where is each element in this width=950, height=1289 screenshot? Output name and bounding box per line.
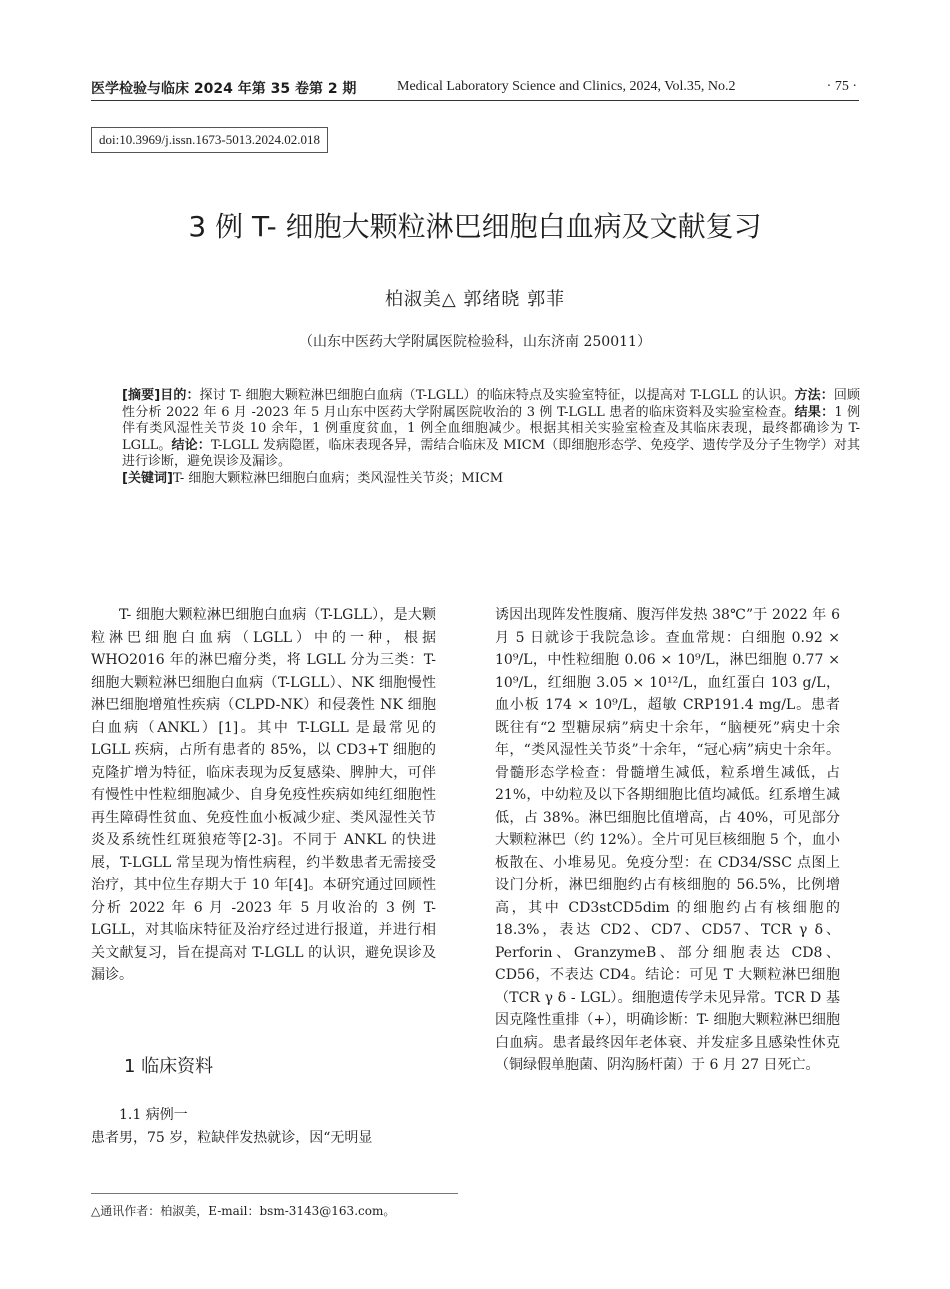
case-paragraph: 诱因出现阵发性腹痛、腹泻伴发热 38℃”于 2022 年 6 月 5 日就诊于我院急诊。查血常规：白细胞 0.92 × 10⁹/L，中性粒细胞 0.06 × 10⁹/L，淋巴细胞 0.77 × 10⁹/L，红细胞 3.05 × 10¹²/L，血红蛋白 103 g/L，血小板 174 × 10⁹/L，超敏 CRP191.4 mg/L。患者既往有“2 型糖尿病”病史十余年，“脑梗死”病史十余年，“类风湿性关节炎”十余年，“冠心病”病史十余年。骨髓形态学检查：骨髓增生减低，粒系增生减低，占 21%，中幼粒及以下各期细胞比值均减低。红系增生减低，占 38%。淋巴细胞比值增高，占 40%，可见部分大颗粒淋巴（约 12%）。全片可见巨核细胞 5 个，血小板散在、小堆易见。免疫分型：在 CD34/SSC 点图上设门分析，淋巴细胞约占有核细胞的 56.5%，比例增高，其中 CD3stCD5dim 的细胞约占有核细胞的 18.3%，表达 CD2、CD7、CD57、TCR γ δ、Perforin、GranzymeB、部分细胞表达 CD8、CD56，不表达 CD4。结论：可见 T 大颗粒淋巴细胞（TCR γ δ - LGL）。细胞遗传学未见异常。TCR D 基因克隆性重排（+），明确诊断：T- 细胞大颗粒淋巴细胞白血病。患者最终因年老体衰、并发症多且感染性休克（铜绿假单胞菌、阴沟肠杆菌）于 6 月 27 日死亡。 [495,607,840,1073]
method-label: 方法： [794,388,834,403]
abstract [122,388,860,487]
case-intro: 患者男，75 岁，粒缺伴发热就诊，因“无明显 [91,1129,373,1146]
purpose-label: 目的： [160,388,200,403]
keywords-text: T- 细胞大颗粒淋巴细胞白血病；类风湿性关节炎；MICM [172,470,504,486]
author-list: 柏淑美△ 郭绪晓 郭菲 [384,289,566,310]
result-text: 1 例伴有类风湿性关节炎 10 余年，1 例重度贫血，1 例全血细胞减少。根据其相关实验室检查及其临床表现，最终都确诊为 T-LGLL。 [122,404,860,453]
left-column [91,604,436,987]
paper-title: 3 例 T- 细胞大颗粒淋巴细胞白血病及文献复习 [188,210,762,243]
journal-title-cn: 医学检验与临床 2024 年第 35 卷第 2 期 [91,81,357,97]
case-block [91,1104,436,1149]
method-text: 回顾性分析 2022 年 6 月 -2023 年 5 月山东中医药大学附属医院收治的 3 例 T-LGLL 患者的临床资料及实验室检查。 [122,388,860,420]
right-column [495,604,840,1077]
conclusion-label: 结论： [171,437,211,453]
doi-box: doi:10.3969/j.issn.1673-5013.2024.02.018 [91,127,328,153]
intro-paragraph: T- 细胞大颗粒淋巴细胞白血病（T-LGLL），是大颗粒淋巴细胞白血病（LGLL）中的一种，根据 WHO2016 年的淋巴瘤分类，将 LGLL 分为三类：T- 细胞大颗粒淋巴细胞白血病（T-LGLL）、NK 细胞慢性淋巴细胞增殖性疾病（CLPD-NK）和侵袭性 NK 细胞白血病（ANKL）[1]。其中 T-LGLL 是最常见的 LGLL 疾病，占所有患者的 85%，以 CD3+T 细胞的克隆扩增为特征，临床表现为反复感染、脾肿大，可伴有慢性中性粒细胞减少、自身免疫性疾病如纯红细胞性再生障碍性贫血、免疫性血小板减少症、类风湿性关节炎及系统性红斑狼疮等[2-3]。不同于 ANKL 的快进展，T-LGLL 常呈现为惰性病程，约半数患者无需接受治疗，其中位生存期大于 10 年[4]。本研究通过回顾性分析 2022 年 6 月 -2023 年 5 月收治的 3 例 T-LGLL，对其临床特征及治疗经过进行报道，并进行相关文献复习，旨在提高对 T-LGLL 的认识，避免误诊及漏诊。 [91,607,436,983]
corresponding-author-footnote: △通讯作者：柏淑美，E-mail：bsm-3143@163.com。 [91,1204,396,1218]
case-subheading: 1.1 病例一 [119,1107,188,1123]
conclusion-text: T-LGLL 发病隐匿，临床表现各异，需结合临床及 MICM（即细胞形态学、免疫学、遗传学及分子生物学）对其进行诊断，避免误诊及漏诊。 [122,437,860,469]
abstract-label: [摘要] [122,388,161,403]
page-number: · 75 · [826,79,857,94]
affiliation: （山东中医药大学附属医院检验科，山东济南 250011） [299,334,651,350]
section-heading: 1 临床资料 [124,1056,214,1077]
result-label: 结果： [794,404,835,420]
abstract-body [122,388,860,471]
keywords-label: [关键词] [122,470,173,486]
keywords-line [122,471,860,488]
journal-title-en: Medical Laboratory Science and Clinics, 2024, Vol.35, No.2 [397,79,736,94]
purpose-text: 探讨 T- 细胞大颗粒淋巴细胞白血病（T-LGLL）的临床特点及实验室特征，以提高对 T-LGLL 的认识。 [199,388,795,403]
header-divider [91,100,859,101]
footnote-divider [91,1193,458,1194]
